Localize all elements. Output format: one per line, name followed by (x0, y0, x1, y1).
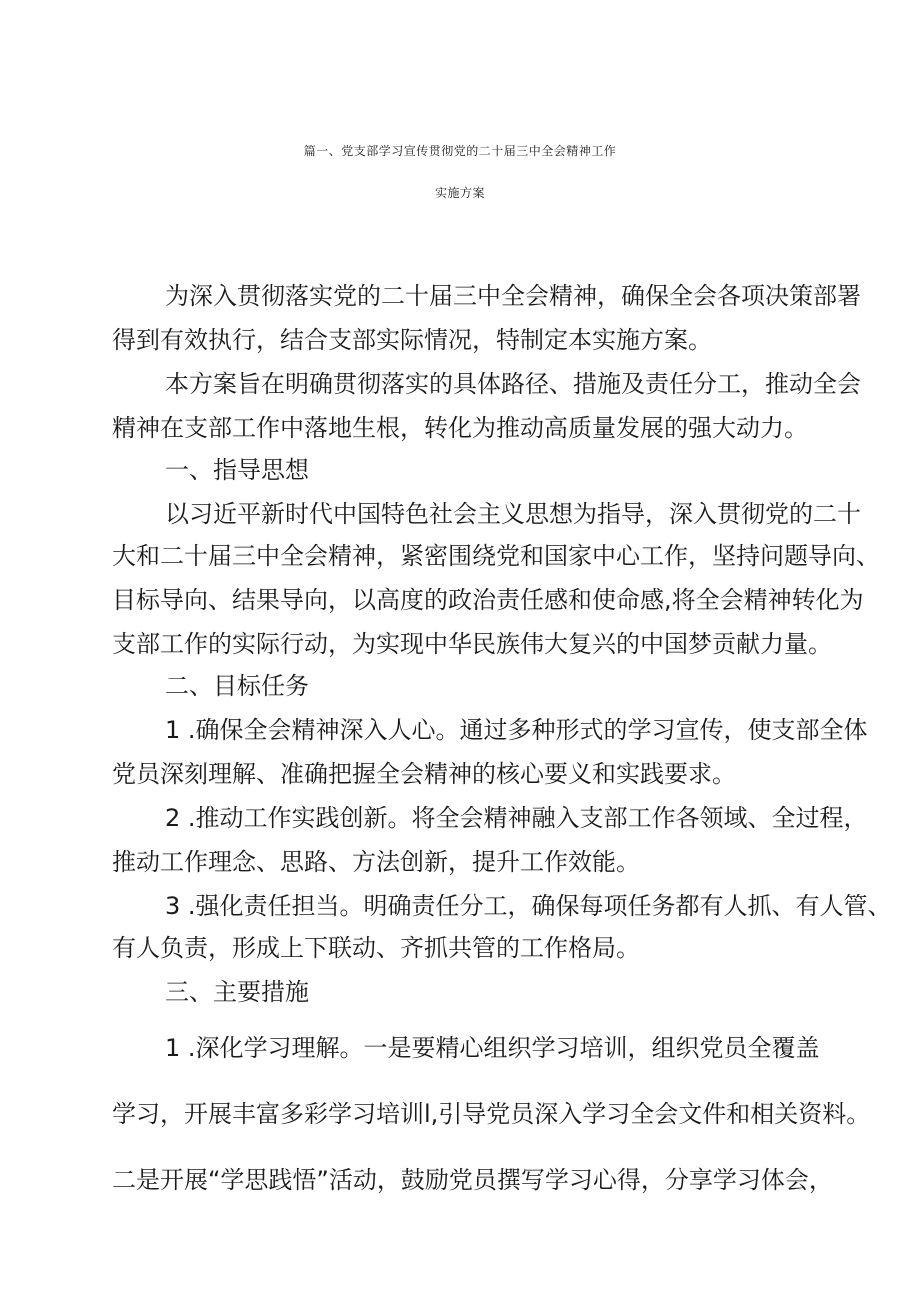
document-title-line1: 篇一、党支部学习宣传贯彻党的二十届三中全会精神工作 (303, 144, 617, 158)
section-heading: 二、目标任务 (165, 672, 309, 700)
paragraph-line: 目标导向、结果导向，以高度的政治责任感和使命感,将全会精神转化为 (112, 586, 864, 614)
list-item-line: 有人负责，形成上下联动、齐抓共管的工作格局。 (112, 934, 640, 962)
section-heading: 一、指导思想 (165, 456, 309, 484)
paragraph-line: 二是开展“学思践悟”活动，鼓励党员撰写学习心得，分享学习体会， (112, 1166, 833, 1194)
list-item-line: 党员深刻理解、准确把握全会精神的核心要义和实践要求。 (112, 760, 736, 788)
list-item-line: 1 .深化学习理解。一是要精心组织学习培训，组织党员全覆盖 (165, 1034, 820, 1062)
paragraph-line: 以习近平新时代中国特色社会主义思想为指导，深入贯彻党的二十 (165, 500, 861, 528)
document-title-line2: 实施方案 (434, 186, 485, 200)
paragraph-line: 精神在支部工作中落地生根，转化为推动高质量发展的强大动力。 (112, 414, 808, 442)
list-item-line: 1 .确保全会精神深入人心。通过多种形式的学习宣传，使支部全体 (165, 716, 868, 744)
paragraph-line: 为深入贯彻落实党的二十届三中全会精神，确保全会各项决策部署 (165, 282, 861, 310)
list-item-line: 3 .强化责任担当。明确责任分工，确保每项任务都有人抓、有人管、 (165, 892, 892, 920)
paragraph-line: 本方案旨在明确贯彻落实的具体路径、措施及责任分工，推动全会 (165, 370, 861, 398)
paragraph-line: 学习，开展丰富多彩学习培训l,引导党员深入学习全会文件和相关资料。 (112, 1100, 871, 1128)
paragraph-line: 得到有效执行，结合支部实际情况，特制定本实施方案。 (112, 326, 712, 354)
list-item-line: 2 .推动工作实践创新。将全会精神融入支部工作各领域、全过程， (165, 804, 868, 832)
paragraph-line: 支部工作的实际行动，为实现中华民族伟大复兴的中国梦贡献力量。 (112, 630, 832, 658)
section-heading: 三、主要措施 (165, 978, 309, 1006)
list-item-line: 推动工作理念、思路、方法创新，提升工作效能。 (112, 848, 640, 876)
paragraph-line: 大和二十届三中全会精神，紧密围绕党和国家中心工作，坚持问题导向、 (112, 542, 880, 570)
